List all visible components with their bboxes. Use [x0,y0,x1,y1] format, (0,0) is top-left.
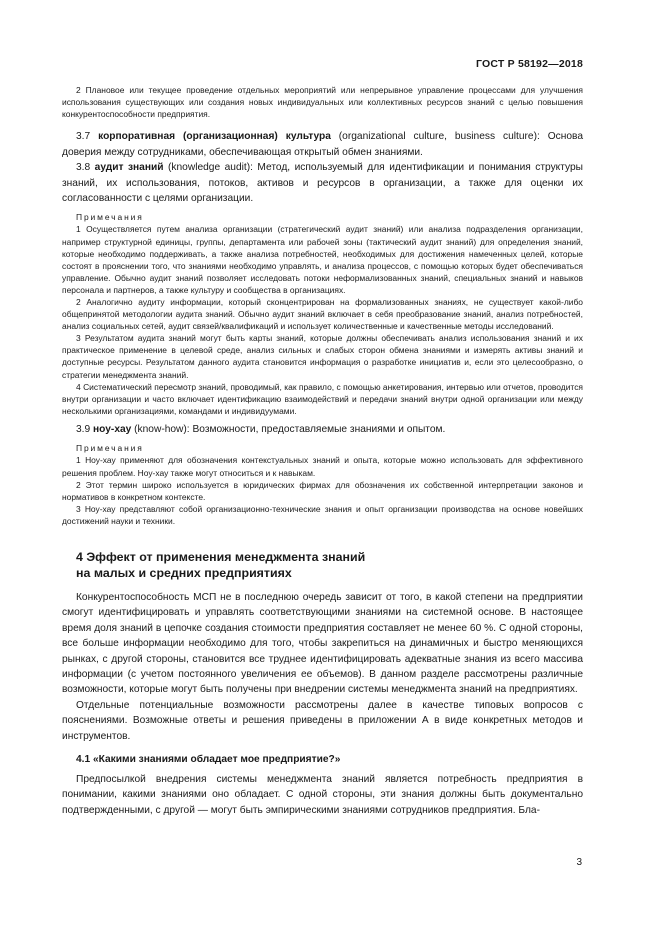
standard-header: ГОСТ Р 58192—2018 [475,58,583,70]
term-3-8 [62,160,583,206]
section-paragraph-1: Конкурентоспособность МСП не в последнюю очередь зависит от того, в какой степени на предприятии смогут идентифицировать и управлять соответствующими знаниями на системной основе. В настоящее время доля знаний в цепочке создания стоимости предприятия составляет не менее 60 %. С одной стороны, все больше информации необходимо для того, чтобы закрепиться на динамичных и быстро меняющихся рынках, с другой стороны, становится все труднее идентифицировать адекватные знания из всего массива информации (с учетом постоянного увеличения ее объемов). В данном разделе рассмотрены различные возможности, которые могут быть получены при внедрении системы менеджмента знаний на предприятиях. [62,591,583,696]
term-3-7 [62,129,583,160]
term-title: аудит знаний [94,162,164,174]
section-heading-line-1: 4 Эффект от применения менеджмента знаний [76,549,366,564]
term-definition: (know-how): Возможности, предоставляемые знаниями и опытом. [131,423,446,435]
term-number: 3.8 [76,162,91,174]
term-definition: (knowledge audit): Метод, используемый для идентификации и понимания структуры знаний, их использования, потоков, активов и ресурсов в организации, а также для оценки их согласованности с целями организации. [62,162,583,204]
section-4-heading [62,549,583,582]
audit-note-1: 1 Осуществляется путем анализа организации (стратегический аудит знаний) или анализа подразделения организации, например структурной единицы, группы, департамента или рабочей зоны (тактический аудит знаний) для определения знаний, которые необходимо поддерживать, а также анализа потребностей, необходимых для достижения намеченных целей, которые состоят в прояснении того, что знаниями необходимо управлять, и анализа процессов, с помощью которых будет обеспечиваться управление. Обычно аудит знаний позволяет исследовать потоки неформализованных знаний, специальных знаний и навыков персонала и партнеров, а также культуру и сообщества в организациях. [62,224,583,295]
term-definition: (organizational culture, business culture): Основа доверия между сотрудниками, обеспечивающая открытый обмен знаниями. [62,131,583,158]
audit-note-4: 4 Систематический пересмотр знаний, проводимый, как правило, с помощью анкетирования, интервью или отчетов, проводится внутри организации и часто включает идентификацию взаимодействий и передачи знаний внутри одной организации или между несколькими организациями, командами и индивидуумами. [62,381,583,416]
definition-note-2: 2 Плановое или текущее проведение отдельных мероприятий или непрерывное управление процессами для улучшения использования существующих или создания новых индивидуальных или коллективных ресурсов знаний с целью повышения конкурентоспособности предприятия. [62,85,583,120]
term-3-9 [62,422,583,437]
term-number: 3.9 [76,423,91,435]
audit-note-3: 3 Результатом аудита знаний могут быть карты знаний, которые должны обеспечивать анализ использования знаний и их практическое применение в целевой среде, анализ сильных и слабых сторон обмена знаниями и измерять активы знаний и доступные ресурсы. Результатом данного аудита становится информация о разработке инициатив и, если это целесообразно, о стратегии менеджмента знаний. [62,333,583,380]
term-title: корпоративная (организационная) культура [98,131,331,143]
subsection-4-1-heading: 4.1 «Какими знаниями обладает мое предприятие?» [76,754,341,766]
knowhow-note-1: 1 Ноу-хау применяют для обозначения контекстуальных знаний и опыта, которые можно использовать для эффективного решения проблем. Ноу-хау также могут относиться и к навыкам. [62,455,583,478]
term-number: 3.7 [76,131,91,143]
notes-heading: Примечания [76,443,144,454]
page-content [62,84,583,818]
page-number: 3 [576,857,582,868]
section-heading-line-2: на малых и средних предприятиях [76,566,292,581]
notes-heading: Примечания [76,212,144,223]
section-paragraph-2: Отдельные потенциальные возможности рассмотрены далее в качестве типовых вопросов с пояснениями. Возможные ответы и решения приведены в приложении А в виде конкретных методов и инструментов. [62,699,583,742]
term-title: ноу-хау [93,423,132,435]
audit-note-2: 2 Аналогично аудиту информации, который сконцентрирован на формализованных знаниях, не существует какой-либо общепринятой методологии аудита знаний. Обычно аудит знаний включает в себя преобразование знаний, анализ потребностей, анализ социальных сетей, аудит связей/квалификаций и использует количественные и качественные методы исследований. [62,296,583,332]
knowhow-note-2: 2 Этот термин широко используется в юридических фирмах для обозначения их собственной интерпретации законов и нормативов в конкретном контексте. [62,479,583,502]
subsection-paragraph: Предпосылкой внедрения системы менеджмента знаний является потребность предприятия в понимании, какими знаниями оно обладает. С одной стороны, эти знания должны быть документально подтвержденными, с другой — могут быть эмпирическими знаниями сотрудников предприятия. Бла- [62,774,583,816]
knowhow-note-3: 3 Ноу-хау представляют собой организационно-технические знания и опыт организации производства на основе новейших достижений науки и техники. [62,503,583,526]
